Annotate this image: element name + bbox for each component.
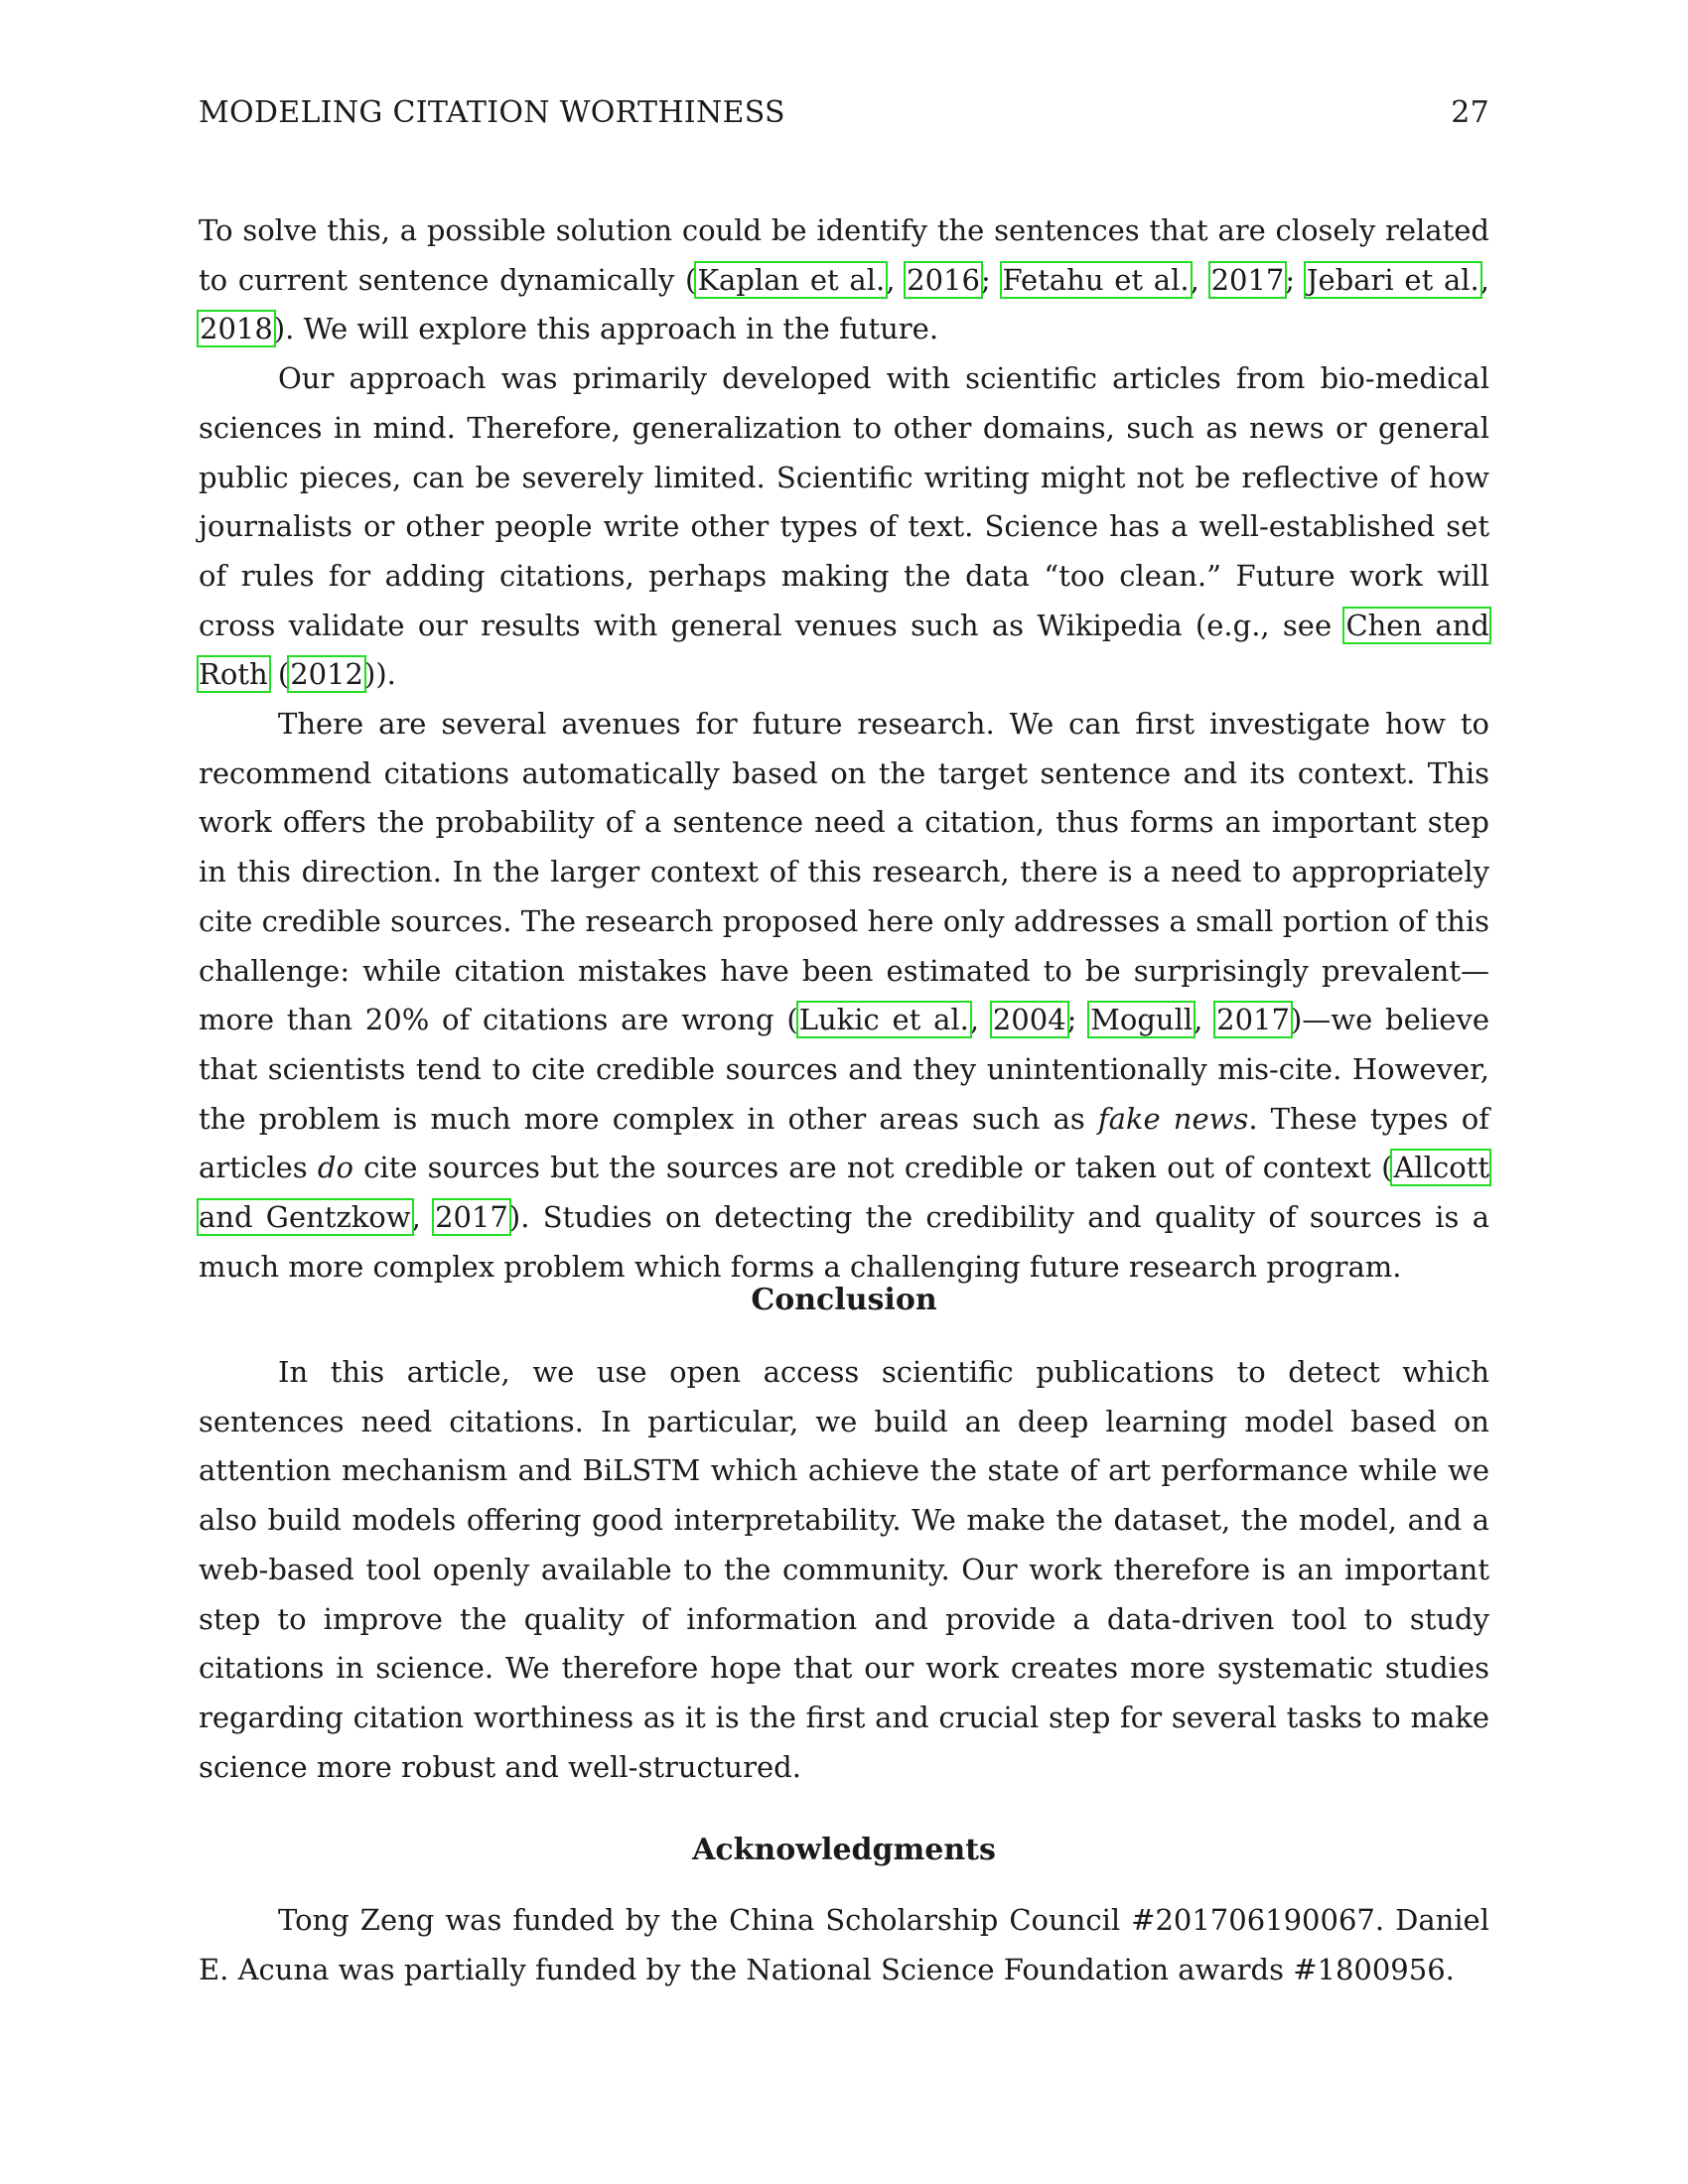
paragraph-text: There are several avenues for future research. We can first investigate how to recommend citations automatically based on the target sentence and its context. This work offers the probability of a sentence need a citation, thus forms an important step in this direction. In the larger context of this research, there is a need to appropriately cite credible sources. The research proposed here only addresses a small portion of this challenge: while citation mistakes have been estimated to be surprisingly prevalent—more than 20% of citations are wrong (	[199, 707, 1489, 1037]
citation-mogull-year-link[interactable]: 2017	[1216, 1003, 1290, 1037]
paragraph-text: Our approach was primarily developed with scientific articles from bio-medical sciences in mind. Therefore, generalization to other domains, such as news or general public pieces, can be severely limited. Scientific writing might not be reflective of how journalists or other people write other types of text. Science has a well-established set of rules for adding citations, perhaps making the data “too clean.” Future work will cross validate our results with general venues such as Wikipedia (e.g., see	[199, 361, 1489, 642]
citation-mogull-link[interactable]: Mogull	[1090, 1003, 1194, 1037]
running-title: MODELING CITATION WORTHINESS	[199, 95, 785, 130]
citation-separator: (	[268, 657, 290, 692]
paragraph-text: ). We will explore this approach in the future.	[273, 312, 939, 346]
paragraph-future-research	[199, 700, 1489, 1292]
citation-chen-roth-year-link[interactable]: 2012	[290, 657, 363, 692]
paragraph-text: )).	[364, 657, 396, 692]
citation-allcott-year-link[interactable]: 2017	[435, 1200, 508, 1235]
citation-separator: ;	[980, 262, 1002, 297]
conclusion-body	[199, 1348, 1489, 1792]
citation-kaplan-year-link[interactable]: 2016	[907, 262, 980, 297]
acknowledgments-body	[199, 1896, 1489, 1994]
citation-jebari-link[interactable]: Jebari et al.	[1306, 262, 1479, 297]
emphasis-do: do	[317, 1151, 353, 1185]
citation-fetahu-link[interactable]: Fetahu et al.	[1002, 262, 1190, 297]
paragraph-text: To solve this, a possible solution could be identify the sentences that are closely related to current sentence dynamically (	[199, 213, 1489, 297]
paragraph-text: ). Studies on detecting the credibility and quality of sources is a much more complex problem which forms a challenging future research program.	[199, 1200, 1489, 1284]
page-number: 27	[1451, 95, 1489, 130]
conclusion-heading: Conclusion	[751, 1283, 937, 1317]
citation-fetahu-year-link[interactable]: 2017	[1210, 262, 1285, 297]
citation-separator: ,	[1190, 262, 1210, 297]
citation-separator: ,	[411, 1200, 435, 1235]
citation-jebari-year-link[interactable]: 2018	[200, 312, 273, 346]
discussion-body	[199, 206, 1489, 1292]
conclusion-paragraph: In this article, we use open access scientific publications to detect which sentences need citations. In particular, we build an deep learning model based on attention mechanism and BiLSTM which achieve the state of art performance while we also build models offering good interpretability. We make the dataset, the model, and a web-based tool openly available to the community. Our work therefore is an important step to improve the quality of information and provide a data-driven tool to study citations in science. We therefore hope that our work creates more systematic studies regarding citation worthiness as it is the first and crucial step for several tasks to make science more robust and well-structured.	[199, 1355, 1489, 1784]
citation-kaplan-link[interactable]: Kaplan et al.	[697, 262, 886, 297]
citation-separator: ,	[886, 262, 907, 297]
citation-lukic-link[interactable]: Lukic et al.	[798, 1003, 969, 1037]
citation-separator: ,	[1194, 1003, 1216, 1037]
citation-chen-roth-link[interactable]: Chen and Roth	[199, 608, 1489, 692]
citation-separator: ;	[1066, 1003, 1090, 1037]
citation-allcott-link[interactable]: Allcott and Gentzkow	[199, 1151, 1489, 1235]
paragraph-future-approach	[199, 206, 1489, 354]
paragraph-text: . These types of articles	[199, 1101, 1489, 1185]
citation-separator: ,	[969, 1003, 992, 1037]
citation-separator: ;	[1285, 262, 1306, 297]
paragraph-generalization	[199, 354, 1489, 700]
acknowledgments-paragraph: Tong Zeng was funded by the China Scholarship Council #201706190067. Daniel E. Acuna was partially funded by the National Science Foundation awards #1800956.	[199, 1903, 1489, 1986]
acknowledgments-heading: Acknowledgments	[692, 1833, 996, 1867]
citation-lukic-year-link[interactable]: 2004	[992, 1003, 1066, 1037]
citation-separator: ,	[1479, 262, 1489, 297]
running-header	[199, 95, 1489, 130]
emphasis-fake-news: fake news	[1097, 1101, 1249, 1136]
paragraph-text: cite sources but the sources are not credible or taken out of context (	[352, 1151, 1393, 1185]
paragraph-text: )—we believe that scientists tend to cite credible sources and they unintentionally mis-cite. However, the problem is much more complex in other areas such as	[199, 1003, 1489, 1136]
